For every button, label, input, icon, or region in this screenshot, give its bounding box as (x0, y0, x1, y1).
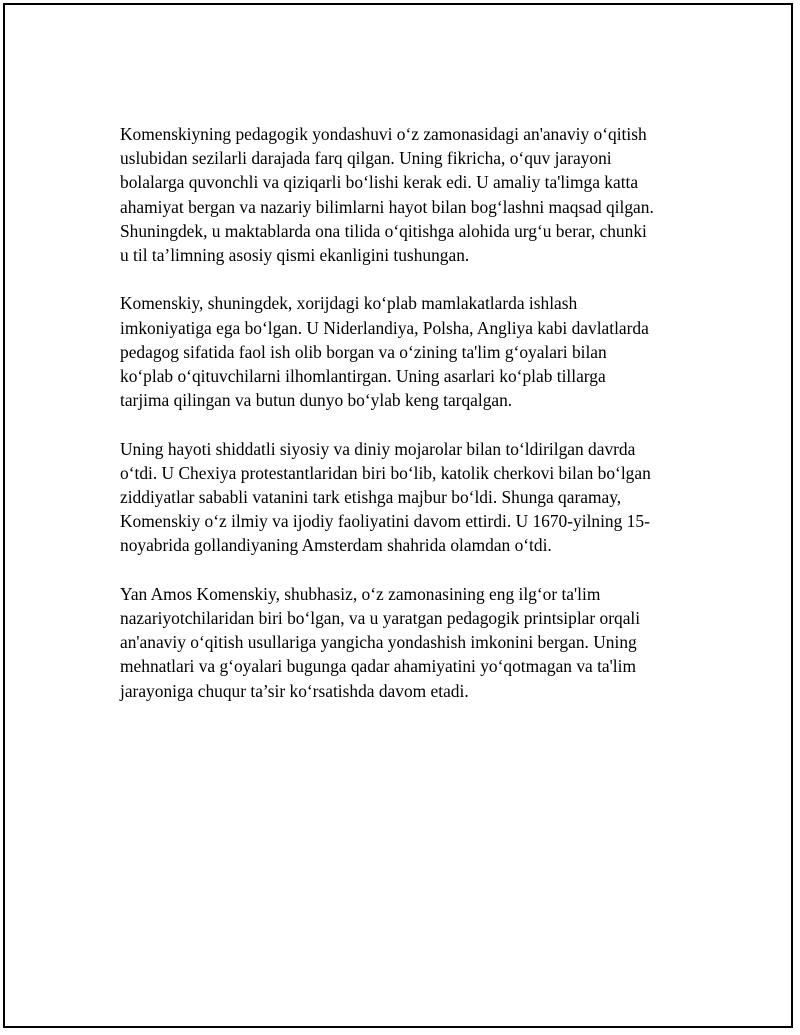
text-line: o‘tdi. U Chexiya protestantlaridan biri bo‘lib, katolik cherkovi bilan bo‘lgan (120, 462, 651, 483)
text-line: ko‘plab o‘qituvchilarni ilhomlantirgan. Uning asarlari ko‘plab tillarga (120, 366, 606, 387)
text-line: mehnatlari va g‘oyalari bugunga qadar ahamiyatini yo‘qotmagan va ta'lim (120, 656, 636, 677)
paragraph-3 (120, 437, 690, 558)
document-page (3, 3, 793, 1028)
text-line: Komenskiy, shuningdek, xorijdagi ko‘plab mamlakatlarda ishlash (120, 293, 578, 314)
paragraph-4 (120, 582, 690, 703)
text-line: bolalarga quvonchli va qiziqarli bo‘lishi kerak edi. U amaliy ta'limga katta (120, 172, 639, 193)
text-line: Uning hayoti shiddatli siyosiy va diniy mojarolar bilan to‘ldirilgan davrda (120, 438, 636, 459)
text-line: an'anaviy o‘qitish usullariga yangicha yondashish imkonini bergan. Uning (120, 632, 637, 653)
text-line: nazariyotchilaridan biri bo‘lgan, va u yaratgan pedagogik printsiplar orqali (120, 608, 641, 629)
text-line: Komenskiyning pedagogik yondashuvi o‘z zamonasidagi an'anaviy o‘qitish (120, 124, 647, 144)
text-line: u til ta’limning asosiy qismi ekanligini tushungan. (120, 245, 470, 266)
text-line: Yan Amos Komenskiy, shubhasiz, o‘z zamonasining eng ilg‘or ta'lim (120, 583, 601, 604)
text-line: imkoniyatiga ega bo‘lgan. U Niderlandiya, Polsha, Angliya kabi davlatlarda (120, 317, 649, 338)
text-line: Komenskiy o‘z ilmiy va ijodiy faoliyatini davom ettirdi. U 1670-yilning 15- (120, 511, 650, 532)
text-line: Shuningdek, u maktablarda ona tilida o‘qitishga alohida urg‘u berar, chunki (120, 220, 647, 241)
paragraph-2 (120, 291, 690, 412)
text-line: pedagog sifatida faol ish olib borgan va o‘zining ta'lim g‘oyalari bilan (120, 341, 607, 362)
document-body (120, 122, 690, 727)
text-line: jarayoniga chuqur ta’sir ko‘rsatishda davom etadi. (120, 680, 469, 701)
text-line: ziddiyatlar sababli vatanini tark etishga majbur bo‘ldi. Shunga qaramay, (120, 487, 622, 508)
text-line: tarjima qilingan va butun dunyo bo‘ylab keng tarqalgan. (120, 390, 513, 411)
text-line: ahamiyat bergan va nazariy bilimlarni hayot bilan bog‘lashni maqsad qilgan. (120, 196, 654, 217)
paragraph-1 (120, 122, 690, 267)
text-line: noyabrida gollandiyaning Amsterdam shahrida olamdan o‘tdi. (120, 535, 552, 556)
text-line: uslubidan sezilarli darajada farq qilgan. Uning fikricha, o‘quv jarayoni (120, 148, 612, 169)
